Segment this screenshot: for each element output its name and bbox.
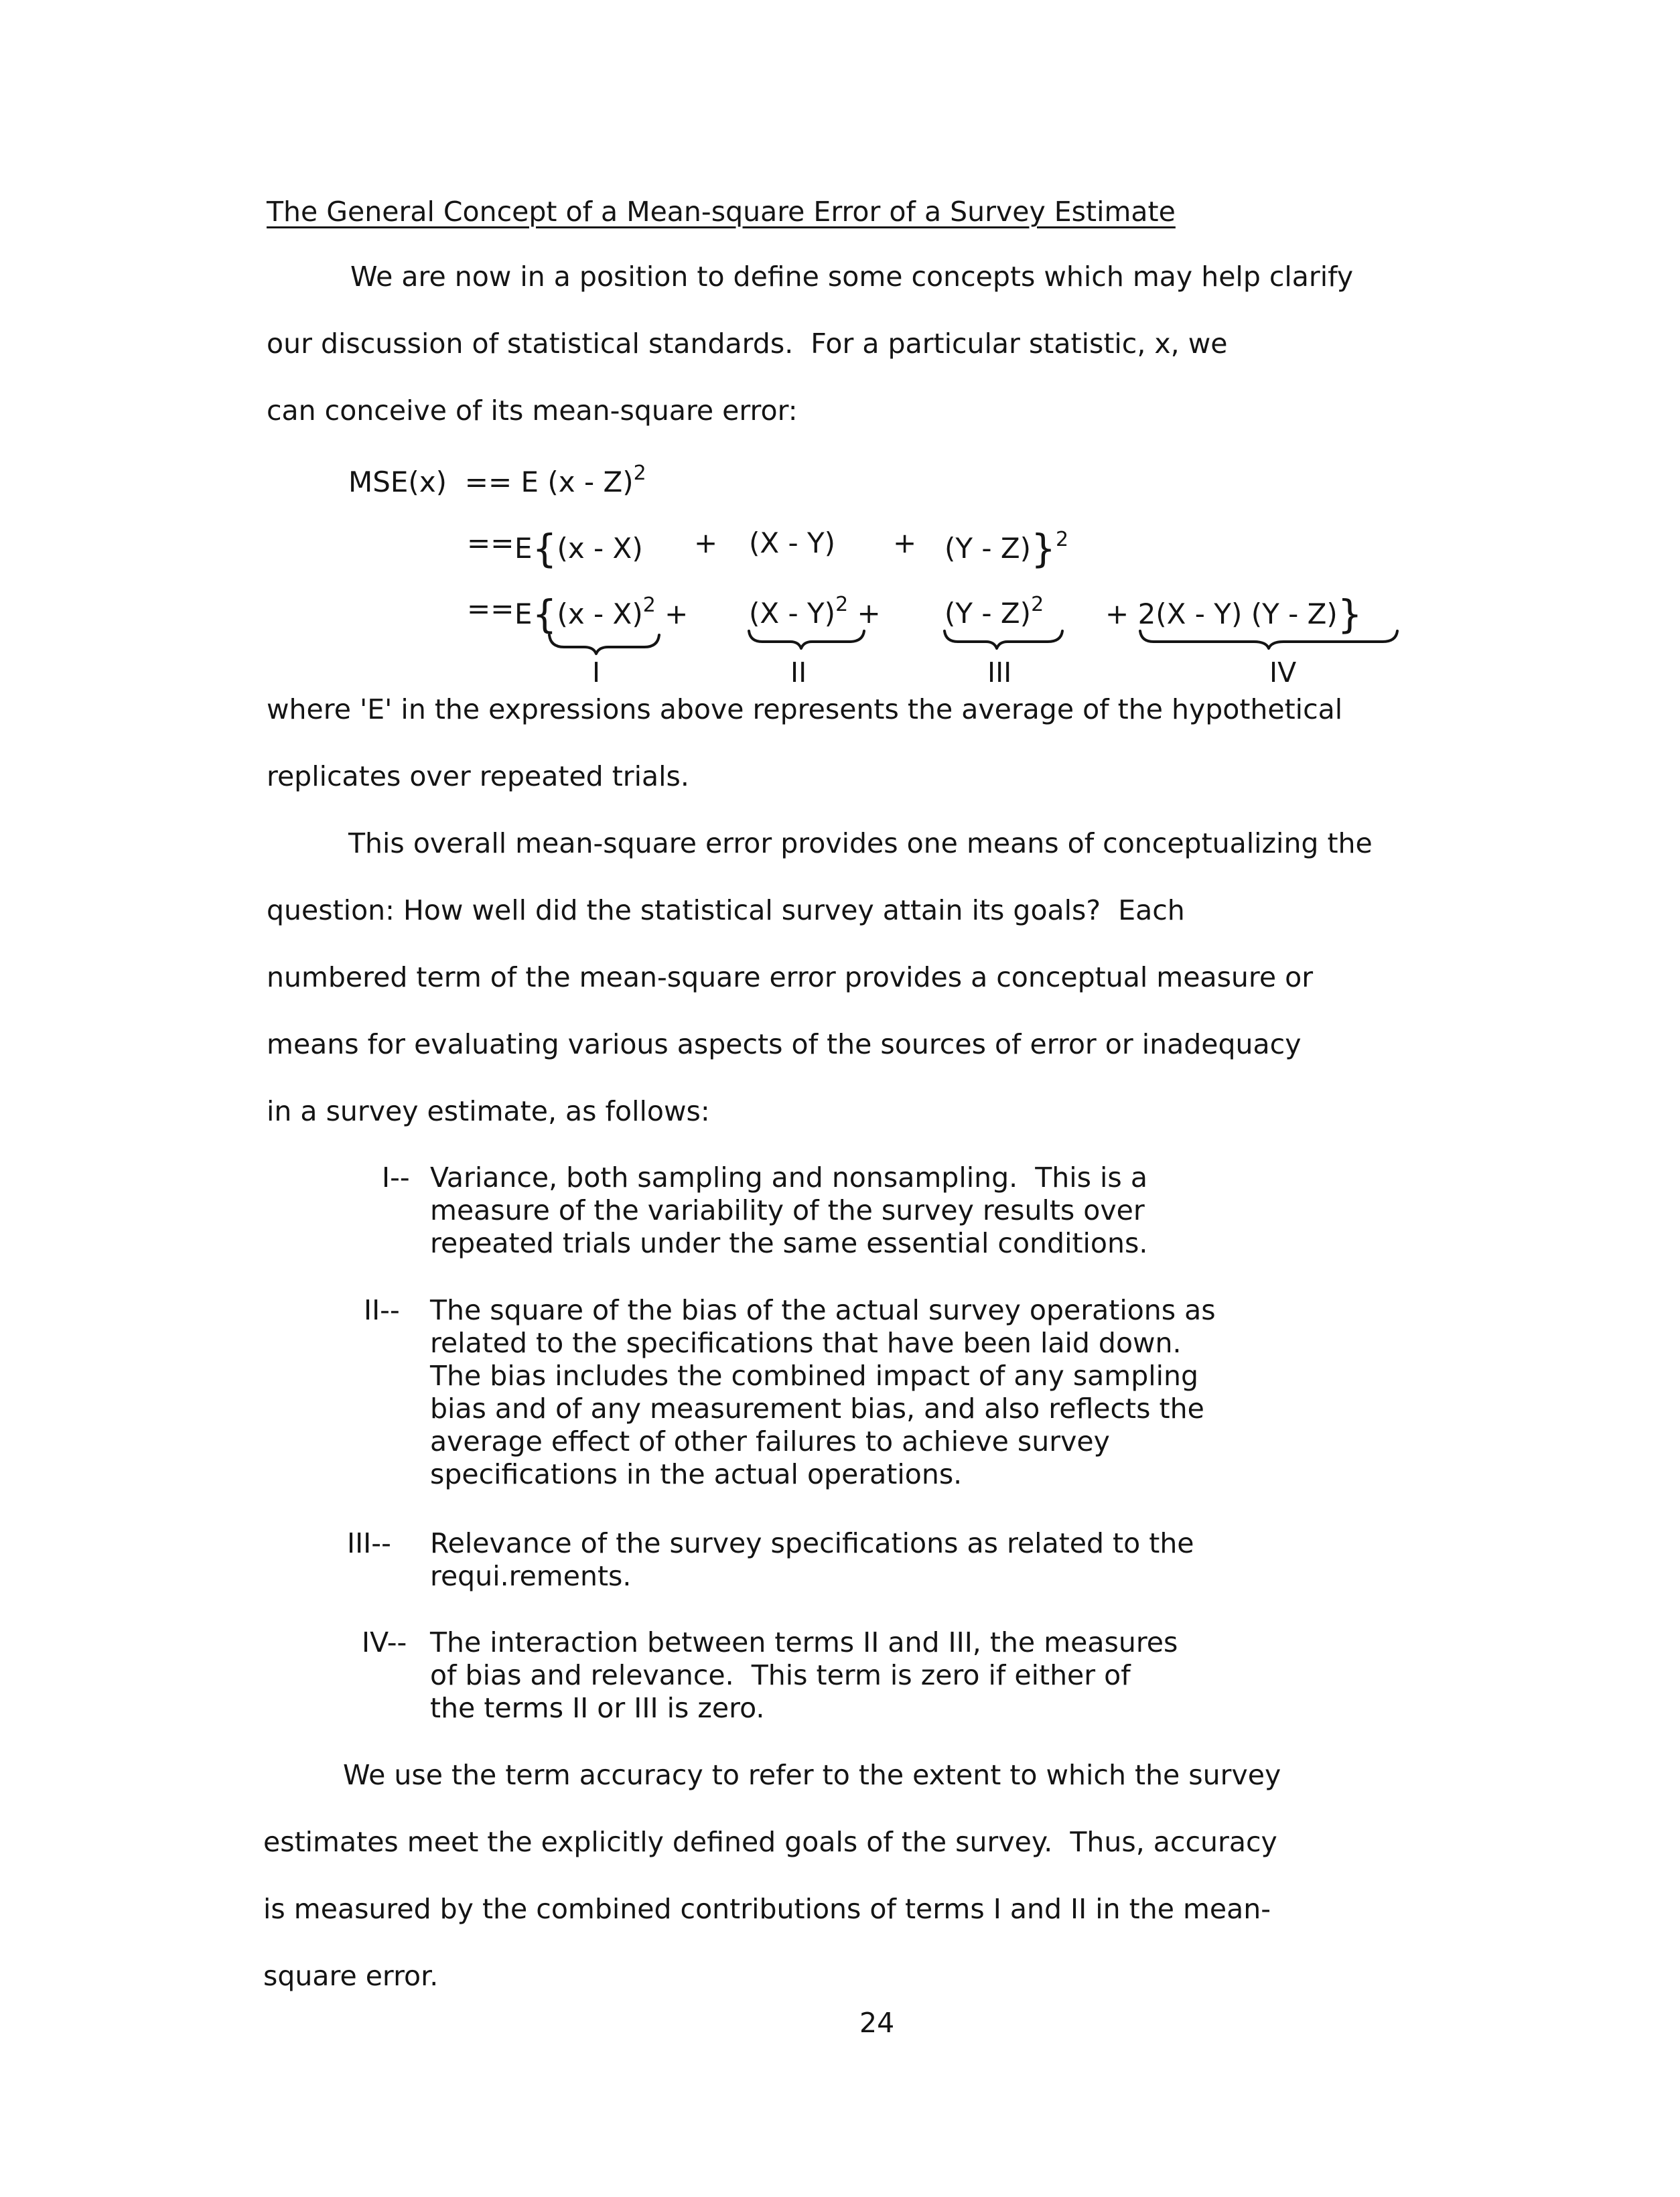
eq2-term-2: (X - Y) xyxy=(749,526,836,559)
item-1-label: I-- xyxy=(382,1161,410,1194)
eq-sign: == xyxy=(464,466,512,498)
item-2-line-2: related to the specifications that have been laid down. xyxy=(430,1327,1182,1359)
mse-label: MSE(x) xyxy=(348,466,447,498)
eq3-term-4: 2(X - Y) (Y - Z) xyxy=(1137,597,1338,630)
eq3-term-3: (Y - Z) xyxy=(944,597,1032,630)
term-number-3: III xyxy=(987,656,1012,689)
item-2-line-4: bias and of any measurement bias, and also reflects the xyxy=(430,1393,1204,1425)
underbrace-term-1 xyxy=(549,635,659,654)
accuracy-line-3: is measured by the combined contributions of terms I and II in the mean- xyxy=(263,1893,1271,1925)
underbrace-term-3 xyxy=(944,631,1062,648)
term-number-1: I xyxy=(592,656,601,689)
page-number: 24 xyxy=(859,2007,895,2039)
overall-line-1: This overall mean-square error provides one means of conceptualizing the xyxy=(348,827,1373,859)
expectation-symbol-2: E xyxy=(514,597,533,630)
expectation-symbol: E xyxy=(514,532,533,565)
intro-line-1: We are now in a position to define some concepts which may help clarify xyxy=(350,261,1354,293)
eq2-plus-2: + xyxy=(893,526,917,559)
item-1-line-3: repeated trials under the same essential conditions. xyxy=(430,1227,1148,1259)
overall-line-5: in a survey estimate, as follows: xyxy=(267,1095,710,1127)
page-title: The General Concept of a Mean-square Error of a Survey Estimate xyxy=(267,196,1176,228)
underbrace-term-2 xyxy=(749,631,864,648)
item-2-label: II-- xyxy=(364,1294,400,1326)
eq3-plus-3: + xyxy=(1105,597,1129,630)
close-brace: } xyxy=(1031,526,1056,571)
accuracy-line-1: We use the term accuracy to refer to the extent to which the survey xyxy=(343,1759,1281,1791)
item-1-line-1: Variance, both sampling and nonsampling. This is a xyxy=(430,1161,1147,1194)
exponent-t3: 2 xyxy=(1031,593,1044,616)
eq-line1-rhs: E (x - Z) xyxy=(520,466,634,498)
exponent-2: 2 xyxy=(1055,528,1069,551)
open-brace-2: { xyxy=(532,591,557,637)
item-3-line-2: requi.rements. xyxy=(430,1560,632,1592)
where-line-1: where 'E' in the expressions above represents the average of the hypothetical xyxy=(267,693,1343,725)
item-4-line-1: The interaction between terms II and III, the measures xyxy=(430,1626,1178,1658)
item-3-label: III-- xyxy=(347,1527,391,1559)
exponent-t2: 2 xyxy=(835,593,849,616)
exponent-t1: 2 xyxy=(642,593,656,617)
accuracy-line-2: estimates meet the explicitly defined goals of the survey. Thus, accuracy xyxy=(263,1826,1277,1858)
eq3-plus-2: + xyxy=(857,597,881,630)
eq3-term-2: (X - Y) xyxy=(749,597,836,630)
item-2-line-5: average effect of other failures to achieve survey xyxy=(430,1425,1110,1458)
intro-line-2: our discussion of statistical standards. For a particular statistic, x, we xyxy=(267,328,1228,360)
eq2-plus-1: + xyxy=(694,526,718,559)
item-1-line-2: measure of the variability of the survey results over xyxy=(430,1194,1145,1226)
eq3-plus-1: + xyxy=(664,597,689,630)
eq2-term-1: (x - X) xyxy=(557,532,643,565)
eq-sign-3: == xyxy=(467,592,514,625)
item-4-label: IV-- xyxy=(362,1626,407,1658)
overall-line-2: question: How well did the statistical survey attain its goals? Each xyxy=(267,894,1185,926)
overall-line-4: means for evaluating various aspects of the sources of error or inadequacy xyxy=(267,1028,1302,1060)
where-line-2: replicates over repeated trials. xyxy=(267,760,689,792)
item-4-line-2: of bias and relevance. This term is zero if either of xyxy=(430,1659,1131,1691)
item-2-line-6: specifications in the actual operations. xyxy=(430,1458,963,1490)
intro-line-3: can conceive of its mean-square error: xyxy=(267,395,798,427)
accuracy-line-4: square error. xyxy=(263,1960,439,1992)
item-3-line-1: Relevance of the survey specifications as related to the xyxy=(430,1527,1194,1559)
item-2-line-3: The bias includes the combined impact of any sampling xyxy=(430,1360,1199,1392)
term-number-2: II xyxy=(790,656,807,689)
term-number-4: IV xyxy=(1269,656,1297,689)
open-brace: { xyxy=(532,526,557,571)
underbrace-term-4 xyxy=(1140,631,1397,648)
item-4-line-3: the terms II or III is zero. xyxy=(430,1692,765,1724)
item-2-line-1: The square of the bias of the actual survey operations as xyxy=(430,1294,1216,1326)
overall-line-3: numbered term of the mean-square error provides a conceptual measure or xyxy=(267,961,1314,993)
eq3-term-1: (x - X) xyxy=(557,597,643,630)
close-brace-2: } xyxy=(1337,591,1362,637)
eq-sign-2: == xyxy=(467,526,514,559)
exponent: 2 xyxy=(633,462,646,485)
eq2-term-3: (Y - Z) xyxy=(944,532,1032,565)
